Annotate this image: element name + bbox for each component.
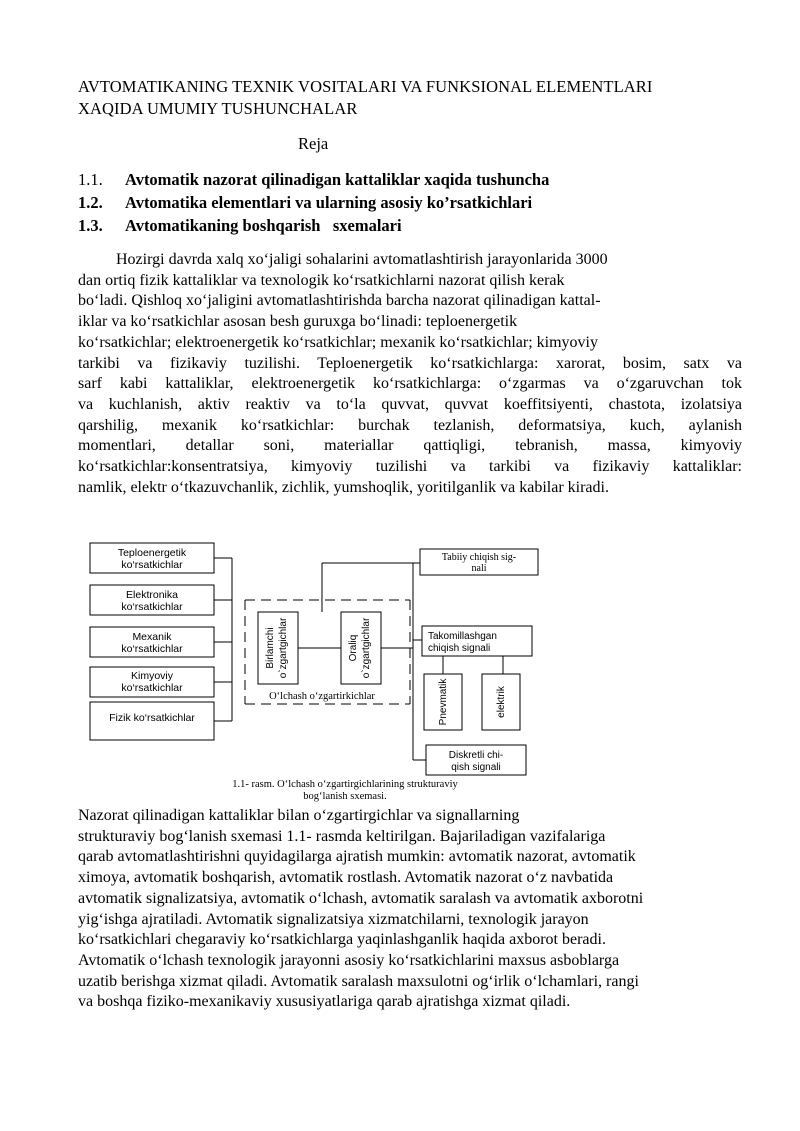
paragraph-line: ximoya, avtomatik boshqarish, avtomatik rostlash. Avtomatik nazorat o‘z navbatida: [78, 869, 614, 887]
input-label-line: ko‘rsatkichlar: [121, 601, 183, 613]
caption-line-2: bog‘lanish sxemasi.: [303, 791, 387, 802]
discrete-output-line: Diskretli chi-: [448, 750, 504, 761]
natural-output-line: nali: [471, 563, 487, 574]
intermediate-converter-line: Oraliq: [348, 634, 359, 662]
input-label-line: Teploenergetik: [117, 547, 187, 559]
plan-label: Reja: [298, 134, 329, 153]
paragraph-line: Nazorat qilinadigan kattaliklar bilan o‘zgartirgichlar va signallarning: [78, 807, 520, 824]
paragraph-line: ko‘rsatkichlar; elektroenergetik ko‘rsatkichlar; mexanik ko‘rsatkichlar; kimyoviy: [78, 333, 598, 351]
paragraph-line: sarf kabi kattaliklar, elektroenergetik ko‘rsatkichlarga: o‘zgarmas va o‘zgaruvchan tok: [78, 375, 742, 393]
intermediate-converter-line: o`zgartgichlar: [361, 617, 372, 679]
paragraph-line: Avtomatik o‘lchash texnologik jarayonni asosiy ko‘rsatkichlarini maxsus asboblarga: [78, 951, 620, 969]
toc-number: 1.1.: [78, 170, 103, 189]
paragraph-line: va boshqa fiziko-mexanikaviy xususiyatlariga qarab ajratishga xizmat qiladi.: [78, 993, 571, 1011]
paragraph-automation: [78, 806, 742, 1013]
paragraph-line: ko‘rsatkichlari chegaraviy ko‘rsatkichlarga yaqinlashganlik haqida axborot beradi.: [78, 931, 606, 949]
toc-item: [78, 216, 402, 236]
input-label-line: ko‘rsatkichlar: [121, 559, 183, 571]
primary-converter-line: o`zgartgichlar: [278, 617, 289, 679]
title-line-1: AVTOMATIKANING TEXNIK VOSITALARI VA FUNKSIONAL ELEMENTLARI: [78, 77, 653, 96]
paragraph-line: uzatib berishga xizmat qiladi. Avtomatik saralash maxsulotni og‘irlik o‘lchamlari, rangi: [78, 972, 639, 990]
natural-output-line: Tabiiy chiqish sig-: [441, 552, 517, 563]
paragraph-line: dan ortiq fizik kattaliklar va texnologik ko‘rsatkichlarni nazorat qilish kerak: [78, 271, 565, 289]
toc-number: 1.2.: [78, 193, 103, 212]
paragraph-line: qarshilig, mexanik ko‘rsatkichlar: burchak tezlanish, deformatsiya, kuch, aylanish: [78, 416, 742, 434]
paragraph-line: avtomatik signalizatsiya, avtomatik o‘lchash, avtomatik saralash va avtomatik axborotni: [78, 889, 644, 907]
toc-number: 1.3.: [78, 216, 103, 235]
toc-item: [78, 170, 549, 190]
structure-diagram: [0, 535, 800, 780]
toc-text: Avtomatik nazorat qilinadigan kattaliklar xaqida tushuncha: [125, 170, 550, 189]
pneumatic-label: Pnevmatik: [438, 678, 449, 726]
improved-output-line: Takomillashgan: [428, 631, 497, 642]
toc-text: Avtomatikaning boshqarish sxemalari: [125, 216, 402, 235]
paragraph-line: namlik, elektr o‘tkazuvchanlik, zichlik, yumshoqlik, yoritilganlik va kabilar kiradi.: [78, 478, 609, 496]
input-label-line: ko‘rsatkichlar: [121, 682, 183, 694]
input-label-line: Mexanik: [132, 631, 172, 643]
paragraph-line: va kuchlanish, aktiv reaktiv va to‘la quvvat, quvvat koeffitsiyenti, chastota, izolatsiya: [78, 395, 742, 413]
primary-converter-line: Birlamchi: [265, 627, 276, 669]
caption-line-1: 1.1- rasm. O‘lchash o‘zgartirgichlarining strukturaviy: [232, 779, 458, 790]
input-label-line: Fizik ko‘rsatkichlar: [109, 712, 195, 724]
input-label-line: Kimyoviy: [130, 670, 174, 682]
paragraph-line: yig‘ishga ajratiladi. Avtomatik signalizatsiya xizmatchilarni, texnologik jarayon: [78, 910, 589, 928]
discrete-output-line: qish signali: [451, 762, 501, 773]
title-line-2: XAQIDA UMUMIY TUSHUNCHALAR: [78, 99, 358, 118]
electric-label: elektrik: [496, 686, 507, 718]
paragraph-line: bo‘ladi. Qishloq xo‘jaligini avtomatlashtirishda barcha nazorat qilinadigan kattal-: [78, 292, 601, 310]
toc-text: Avtomatika elementlari va ularning asosiy ko’rsatkichlari: [125, 193, 533, 212]
paragraph-line: ko‘rsatkichlar:konsentratsiya, kimyoviy tuzilishi va tarkibi va fizikaviy kattaliklar:: [78, 458, 742, 476]
paragraph-line: strukturaviy bog‘lanish sxemasi 1.1- rasmda keltirilgan. Bajariladigan vazifalariga: [78, 827, 606, 845]
paragraph-line: momentlari, detallar soni, materiallar qattiqligi, tebranish, massa, kimyoviy: [78, 437, 742, 455]
converters-group-label: O‘lchash o‘zgartirkichlar: [269, 691, 375, 702]
page-title: [78, 76, 748, 120]
paragraph-intro: [78, 250, 742, 498]
toc-item: [78, 193, 532, 213]
paragraph-line: Hozirgi davrda xalq xo‘jaligi sohalarini avtomatlashtirish jarayonlarida 3000: [116, 251, 608, 268]
input-label-line: ko‘rsatkichlar: [121, 643, 183, 655]
paragraph-line: iklar va ko‘rsatkichlar asosan besh guruxga bo‘linadi: teploenergetik: [78, 313, 518, 331]
improved-output-line: chiqish signali: [428, 643, 491, 654]
paragraph-line: tarkibi va fizikaviy tuzilishi. Teploenergetik ko‘rsatkichlarga: xarorat, bosim, satx va: [78, 354, 742, 372]
input-label-line: Elektronika: [126, 589, 178, 601]
figure-caption: [175, 779, 515, 803]
paragraph-line: qarab avtomatlashtirishni quyidagilarga ajratish mumkin: avtomatik nazorat, avtomatik: [78, 848, 636, 866]
